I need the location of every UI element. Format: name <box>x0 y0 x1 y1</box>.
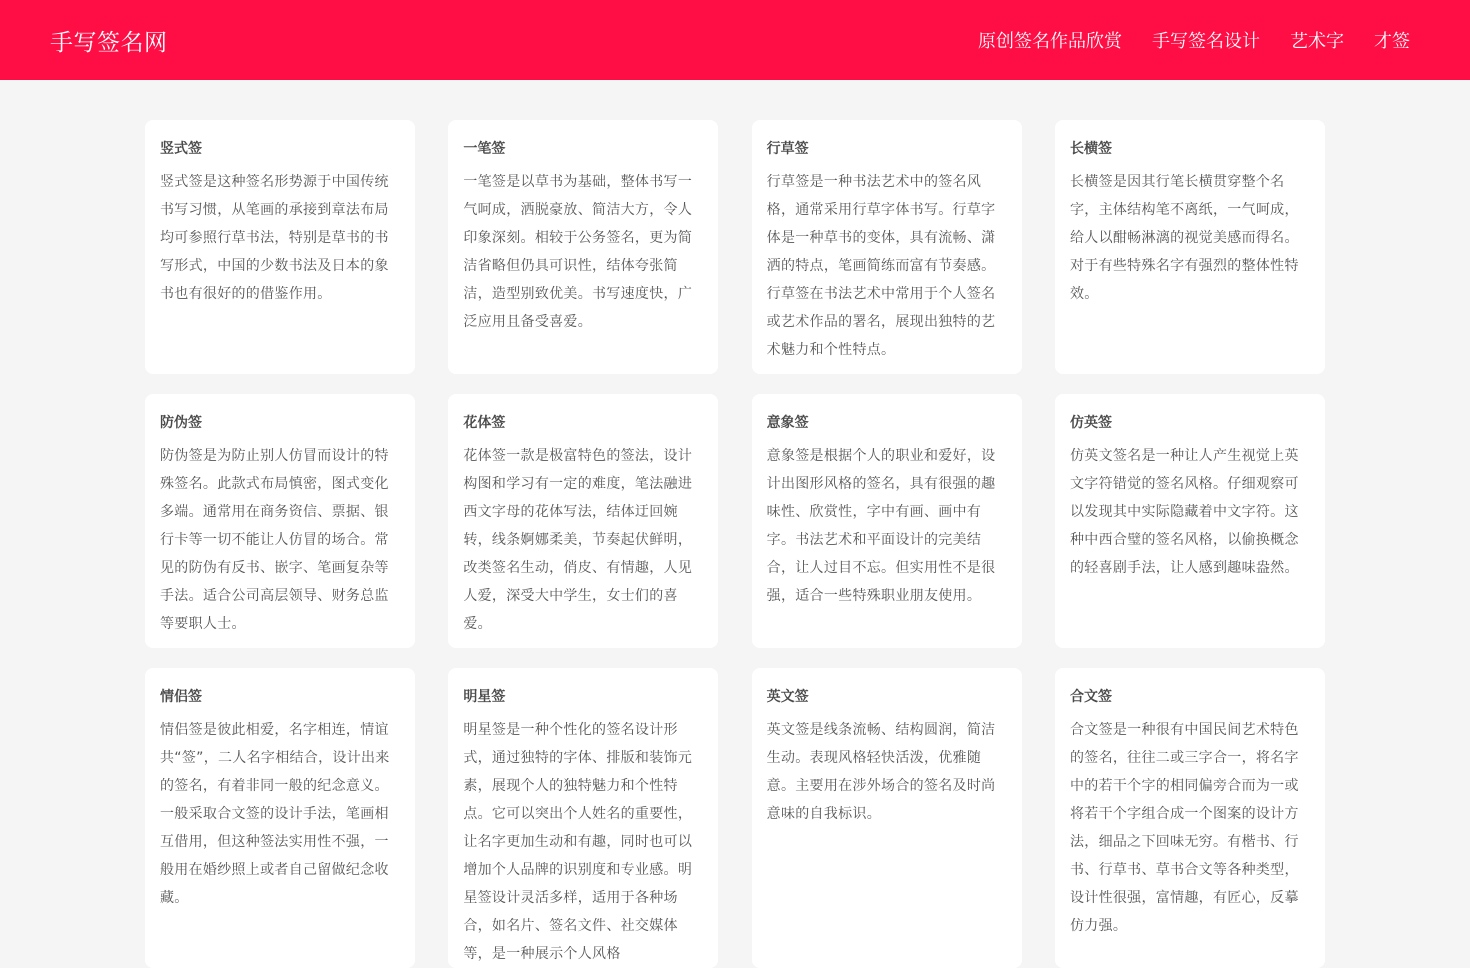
style-card[interactable] <box>145 394 415 648</box>
nav-link-signature-design[interactable]: 手写签名设计 <box>1152 31 1260 52</box>
style-card[interactable] <box>145 120 415 374</box>
card-title: 一笔签 <box>463 141 506 157</box>
style-card[interactable] <box>448 120 718 374</box>
card-title: 情侣签 <box>160 689 202 705</box>
style-card[interactable] <box>752 394 1022 648</box>
card-title: 意象签 <box>766 415 809 431</box>
card-description: 英文签是线条流畅、结构圆润，简洁生动。表现风格轻快活泼，优雅随意。主要用在涉外场合的签名及时尚意味的自我标识。 <box>766 722 996 822</box>
card-description: 仿英文签名是一种让人产生视觉上英文字符错觉的签名风格。仔细观察可以发现其中实际隐藏着中文字符。这种中西合璧的签名风格，以偷换概念的轻喜剧手法，让人感到趣味盎然。 <box>1069 448 1299 576</box>
style-card[interactable] <box>145 668 415 968</box>
card-description: 明星签是一种个性化的签名设计形式，通过独特的字体、排版和装饰元素，展现个人的独特魅力和个性特点。它可以突出个人姓名的重要性，让名字更加生动和有趣，同时也可以增加个人品牌的识别度和专业感。明星签设计灵活多样，适用于各种场合，如名片、签名文件、社交媒体等，是一种展示个人风格 <box>463 722 693 962</box>
card-title: 英文签 <box>766 689 809 705</box>
main-nav <box>948 27 1410 53</box>
card-description: 一笔签是以草书为基础，整体书写一气呵成，洒脱豪放、简洁大方，令人印象深刻。相较于公务签名，更为简洁省略但仍具可识性，结体夸张简洁，造型别致优美。书写速度快，广泛应用且备受喜爱。 <box>463 174 693 330</box>
card-title: 竖式签 <box>160 141 202 157</box>
card-description: 意象签是根据个人的职业和爱好，设计出图形风格的签名，具有很强的趣味性、欣赏性，字中有画、画中有字。书法艺术和平面设计的完美结合，让人过目不忘。但实用性不是很强，适合一些特殊职业朋友使用。 <box>766 448 996 604</box>
card-title: 合文签 <box>1069 689 1112 705</box>
style-card[interactable] <box>1055 668 1325 968</box>
style-card[interactable] <box>448 394 718 648</box>
card-description: 情侣签是彼此相爱，名字相连，情谊共“签”，二人名字相结合，设计出来的签名，有着非同一般的纪念意义。一般采取合文签的设计手法，笔画相互借用，但这种签法实用性不强，一般用在婚纱照上或者自己留做纪念收藏。 <box>160 722 390 906</box>
card-description: 防伪签是为防止别人仿冒而设计的特殊签名。此款式布局慎密，图式变化多端。通常用在商务资信、票据、银行卡等一切不能让人仿冒的场合。常见的防伪有反书、嵌字、笔画复杂等手法。适合公司高层领导、财务总监等要职人士。 <box>160 448 389 632</box>
style-card[interactable] <box>1055 120 1325 374</box>
nav-link-art-fonts[interactable]: 艺术字 <box>1290 31 1344 52</box>
card-title: 仿英签 <box>1069 415 1112 431</box>
card-description: 长横签是因其行笔长横贯穿整个名字，主体结构笔不离纸，一气呵成，给人以酣畅淋漓的视觉美感而得名。对于有些特殊名字有强烈的整体性特效。 <box>1069 174 1299 302</box>
signature-style-grid <box>145 120 1325 968</box>
card-description: 竖式签是这种签名形势源于中国传统书写习惯，从笔画的承接到章法布局均可参照行草书法，特别是草书的书写形式，中国的少数书法及日本的象书也有很好的的借鉴作用。 <box>160 174 389 302</box>
nav-link-original-works[interactable]: 原创签名作品欣赏 <box>978 31 1122 52</box>
style-card[interactable] <box>752 120 1022 374</box>
nav-link-caiqian[interactable]: 才签 <box>1374 31 1410 52</box>
card-description: 行草签是一种书法艺术中的签名风格，通常采用行草字体书写。行草字体是一种草书的变体，具有流畅、潇洒的特点，笔画简练而富有节奏感。行草签在书法艺术中常用于个人签名或艺术作品的署名，展现出独特的艺术魅力和个性特点。 <box>766 174 996 358</box>
card-description: 合文签是一种很有中国民间艺术特色的签名，往往二或三字合一，将名字中的若干个字的相同偏旁合而为一或将若干个字组合成一个图案的设计方法，细品之下回味无穷。有楷书、行书、行草书、草书合文等各种类型，设计性很强，富情趣，有匠心，反摹仿力强。 <box>1069 722 1299 934</box>
card-title: 花体签 <box>463 415 506 431</box>
style-card[interactable] <box>448 668 718 968</box>
card-title: 明星签 <box>463 689 506 705</box>
style-card[interactable] <box>752 668 1022 968</box>
card-description: 花体签一款是极富特色的签法，设计构图和学习有一定的难度，笔法融进西文字母的花体写法，结体迂回婉转，线条婀娜柔美，节奏起伏鲜明，改类签名生动，俏皮、有情趣，人见人爱，深受大中学生，女士们的喜爱。 <box>463 448 693 632</box>
card-title: 行草签 <box>766 141 809 157</box>
site-logo[interactable]: 手写签名网 <box>50 29 168 56</box>
style-card[interactable] <box>1055 394 1325 648</box>
card-title: 长横签 <box>1069 141 1112 157</box>
top-header <box>0 0 1470 80</box>
card-title: 防伪签 <box>160 415 202 431</box>
